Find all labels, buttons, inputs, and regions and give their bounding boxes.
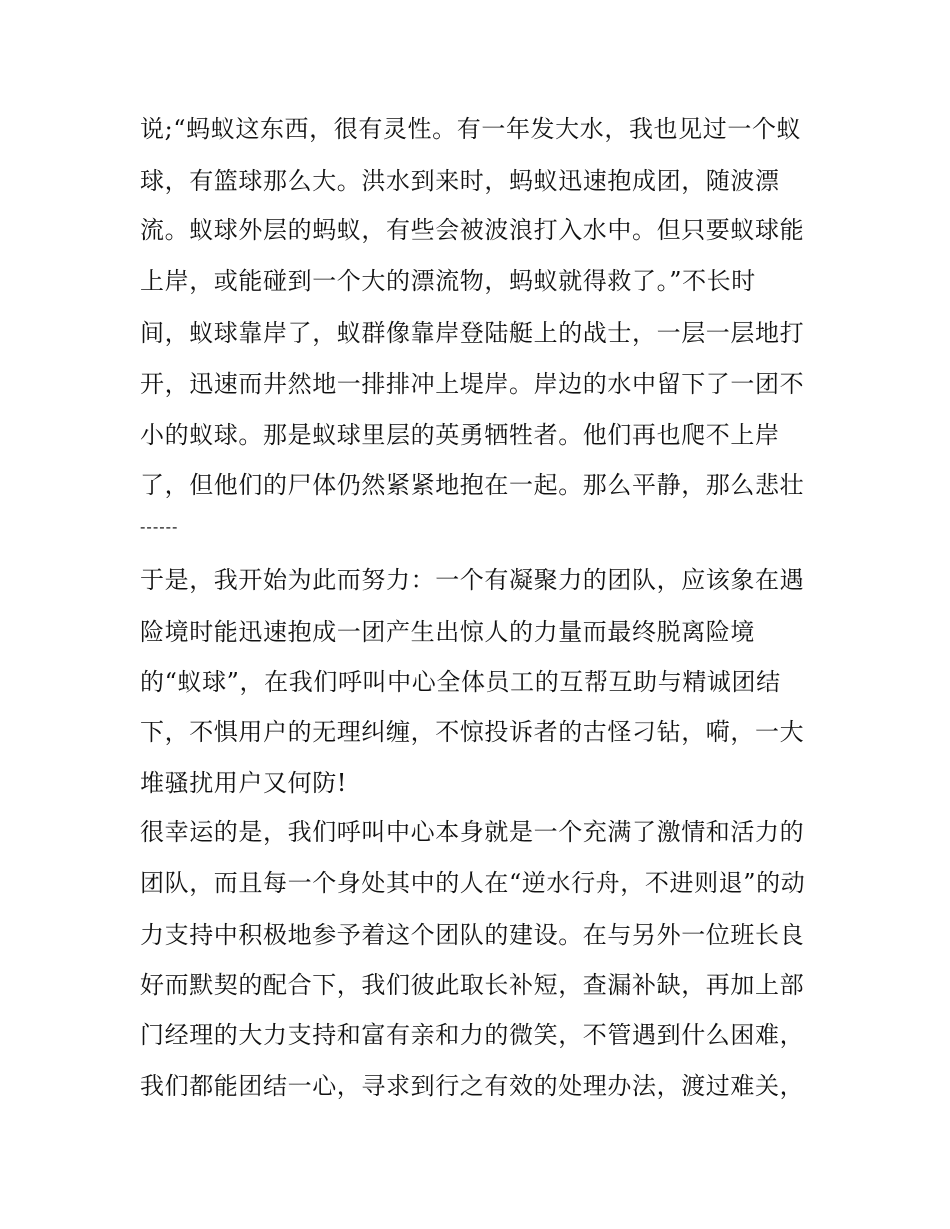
text-line: 球，有篮球那么大。洪水到来时，蚂蚁迅速抱成团，随波漂 bbox=[140, 167, 780, 195]
text-line: 门经理的大力支持和富有亲和力的微笑，不管遇到什么困难， bbox=[140, 1021, 805, 1049]
text-line: 很幸运的是，我们呼叫中心本身就是一个充满了激情和活力的 bbox=[140, 818, 805, 846]
text-line: 团队，而且每一个身处其中的人在“逆水行舟，不进则退”的动 bbox=[140, 869, 806, 897]
text-line: 了，但他们的尸体仍然紧紧地抱在一起。那么平静，那么悲壮 bbox=[140, 471, 805, 499]
text-line: 开，迅速而井然地一排排冲上堤岸。岸边的水中留下了一团不 bbox=[140, 370, 805, 398]
text-line: 下，不惧用户的无理纠缠，不惊投诉者的古怪刁钻，嗬，一大 bbox=[140, 718, 805, 746]
text-line: 间，蚁球靠岸了，蚁群像靠岸登陆艇上的战士，一层一层地打 bbox=[140, 319, 805, 347]
text-line: 上岸，或能碰到一个大的漂流物，蚂蚁就得救了。”不长时 bbox=[140, 267, 756, 295]
text-line: 小的蚁球。那是蚁球里层的英勇牺牲者。他们再也爬不上岸 bbox=[140, 421, 780, 449]
text-line: 我们都能团结一心，寻求到行之有效的处理办法，渡过难关， bbox=[140, 1072, 805, 1100]
text-line: 于是，我开始为此而努力：一个有凝聚力的团队，应该象在遇 bbox=[140, 566, 805, 594]
text-line: 堆骚扰用户又何防! bbox=[140, 769, 348, 797]
text-line: 力支持中积极地参予着这个团队的建设。在与另外一位班长良 bbox=[140, 921, 805, 949]
separator-dashes: ------ bbox=[140, 517, 179, 536]
text-line: 险境时能迅速抱成一团产生出惊人的力量而最终脱离险境 bbox=[140, 618, 755, 646]
text-line: 流。蚁球外层的蚂蚁，有些会被波浪打入水中。但只要蚁球能 bbox=[140, 216, 805, 244]
text-line: 说;“蚂蚁这东西，很有灵性。有一年发大水，我也见过一个蚁 bbox=[140, 115, 802, 143]
text-line: 好而默契的配合下，我们彼此取长补短，查漏补缺，再加上部 bbox=[140, 971, 805, 999]
text-line: 的“蚁球”，在我们呼叫中心全体员工的互帮互助与精诚团结 bbox=[140, 668, 781, 696]
